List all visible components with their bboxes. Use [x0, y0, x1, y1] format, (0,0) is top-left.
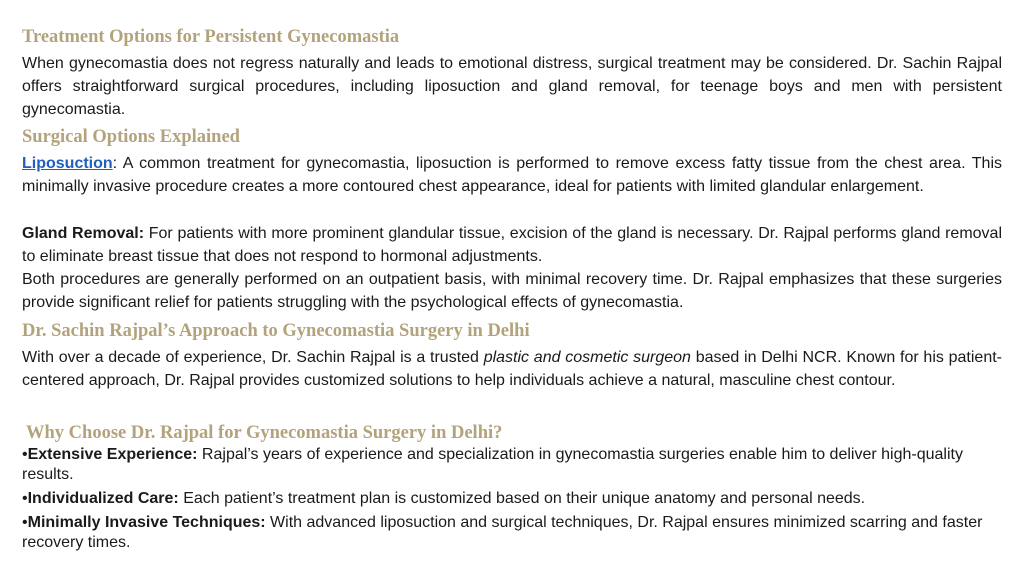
bullet-extensive-experience: [22, 445, 1002, 485]
heading-why-choose: Why Choose Dr. Rajpal for Gynecomastia Surgery in Delhi?: [26, 423, 503, 443]
bullet-label: Individualized Care:: [27, 490, 179, 507]
paragraph-both-procedures: Both procedures are generally performed on an outpatient basis, with minimal recovery time. Dr. Rajpal emphasizes that these surgeries provide significant relief for patients struggling with the psychological effects of gynecomastia.: [22, 271, 1002, 311]
bullet-text: With advanced liposuction and surgical techniques, Dr. Rajpal ensures minimized scarring and faster recovery times.: [22, 514, 983, 551]
liposuction-text: : A common treatment for gynecomastia, liposuction is performed to remove excess fatty tissue from the chest area. This minimally invasive procedure creates a more contoured chest appearance, ideal for patients with limited glandular enlargement.: [22, 155, 1002, 195]
bullet-text: Each patient’s treatment plan is customized based on their unique anatomy and personal needs.: [178, 490, 866, 507]
paragraph-approach: [22, 346, 1002, 392]
liposuction-link[interactable]: Liposuction: [22, 155, 113, 172]
bullet-minimally-invasive: [22, 513, 1002, 553]
bullet-mark: •: [22, 446, 28, 463]
heading-treatment-options: Treatment Options for Persistent Gynecomastia: [22, 27, 400, 47]
bullet-individualized-care: [22, 489, 1002, 509]
heading-surgical-options: Surgical Options Explained: [22, 127, 240, 147]
bullet-mark: •: [22, 514, 28, 531]
paragraph-liposuction: [22, 152, 1002, 198]
bullet-text: Rajpal’s years of experience and specialization in gynecomastia surgeries enable him to deliver high-quality results.: [22, 446, 963, 483]
approach-text-after: based in Delhi NCR. Known for his patient-centered approach, Dr. Rajpal provides customized solutions to help individuals achieve a natural, masculine chest contour.: [22, 349, 1003, 389]
bullet-label: Extensive Experience:: [27, 446, 198, 463]
approach-italic-phrase: plastic and cosmetic surgeon: [483, 349, 691, 366]
gland-removal-label: Gland Removal:: [22, 225, 145, 242]
heading-approach: Dr. Sachin Rajpal’s Approach to Gynecomastia Surgery in Delhi: [22, 321, 530, 341]
approach-text-before: With over a decade of experience, Dr. Sachin Rajpal is a trusted: [22, 349, 484, 366]
bullet-mark: •: [22, 490, 28, 507]
bullet-label: Minimally Invasive Techniques:: [27, 514, 266, 531]
gland-removal-text: For patients with more prominent glandular tissue, excision of the gland is necessary. Dr. Rajpal performs gland removal to eliminate breast tissue that does not respond to hormonal adjustments.: [22, 225, 1002, 265]
paragraph-treatment-options: When gynecomastia does not regress naturally and leads to emotional distress, surgical treatment may be considered. Dr. Sachin Rajpal offers straightforward surgical procedures, including liposuction and gland removal, for teenage boys and men with persistent gynecomastia.: [22, 55, 1002, 118]
paragraph-gland-removal: [22, 222, 1002, 268]
